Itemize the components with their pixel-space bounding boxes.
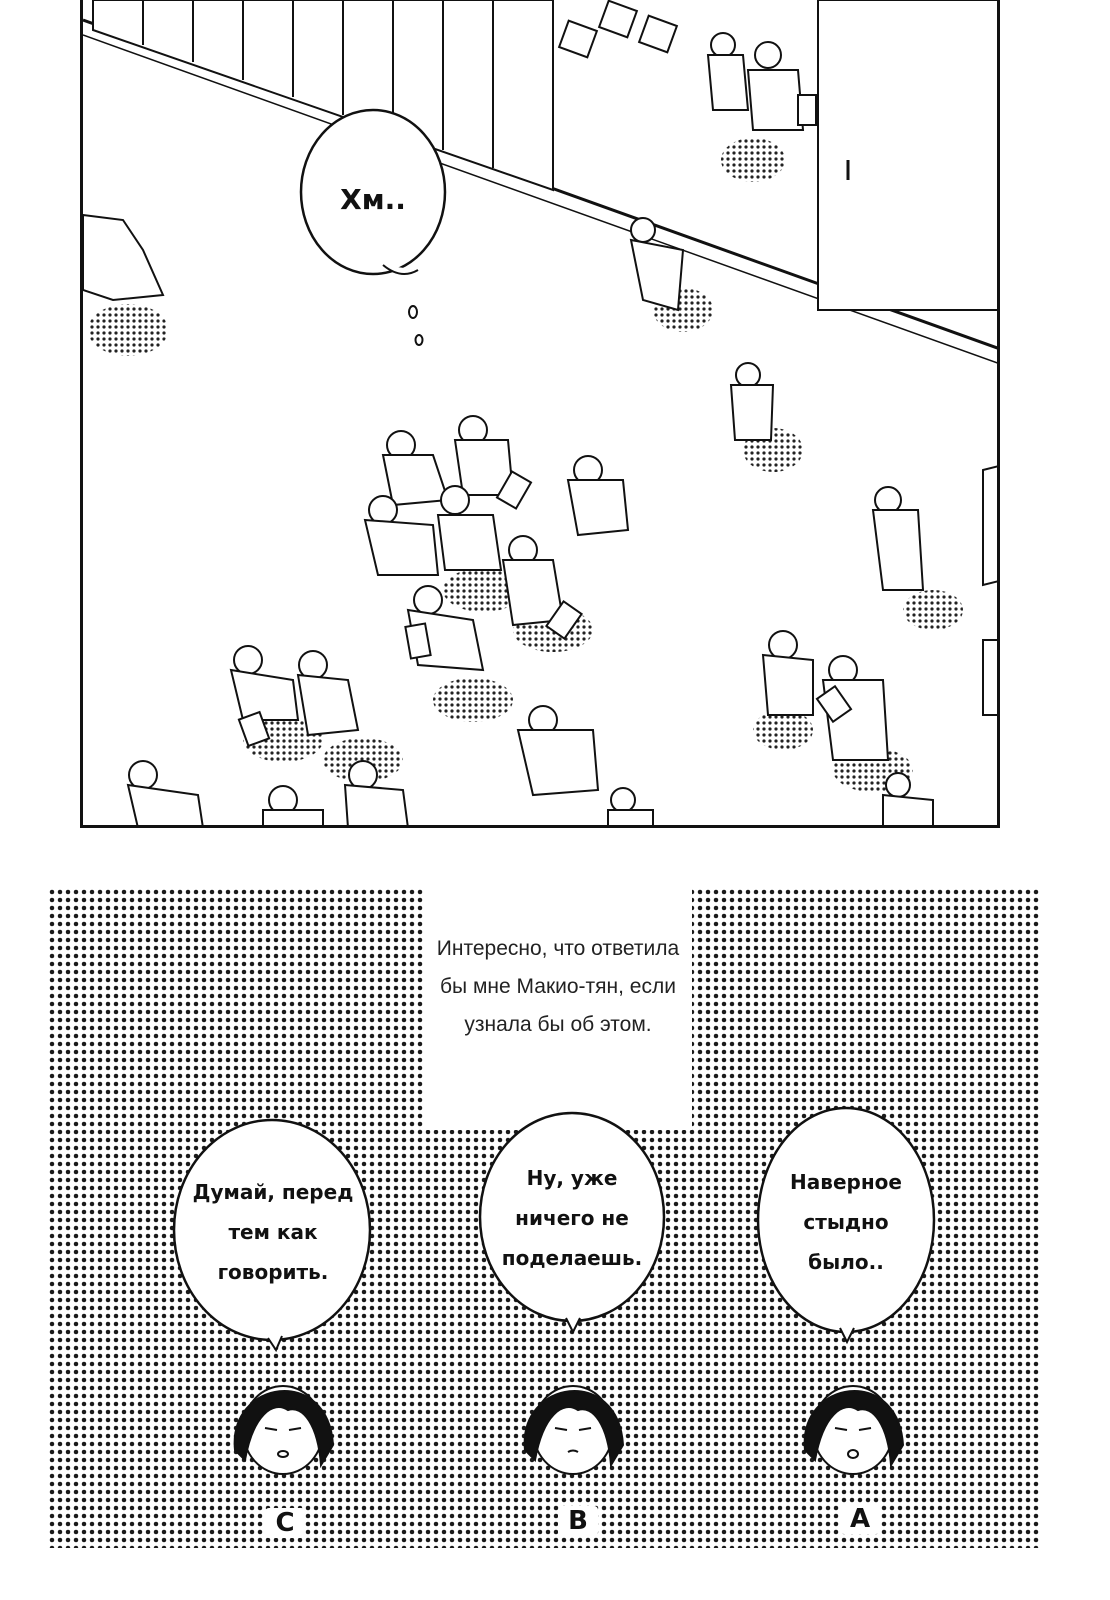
option-label-b: B (558, 1506, 598, 1536)
thought-bubble-text: Хм.. (340, 183, 406, 216)
speech-bubble-a: Наверное стыдно было.. (790, 1170, 902, 1274)
speech-bubble-c: Думай, перед тем как говорить. (192, 1180, 354, 1284)
speech-bubble-b: Ну, уже ничего не поделаешь. (501, 1166, 643, 1270)
option-label-a: A (840, 1504, 880, 1534)
narration-caption: Интересно, что ответила бы мне Макио-тян, если узнала бы об этом. (436, 937, 680, 1036)
option-label-c: C (265, 1508, 305, 1538)
